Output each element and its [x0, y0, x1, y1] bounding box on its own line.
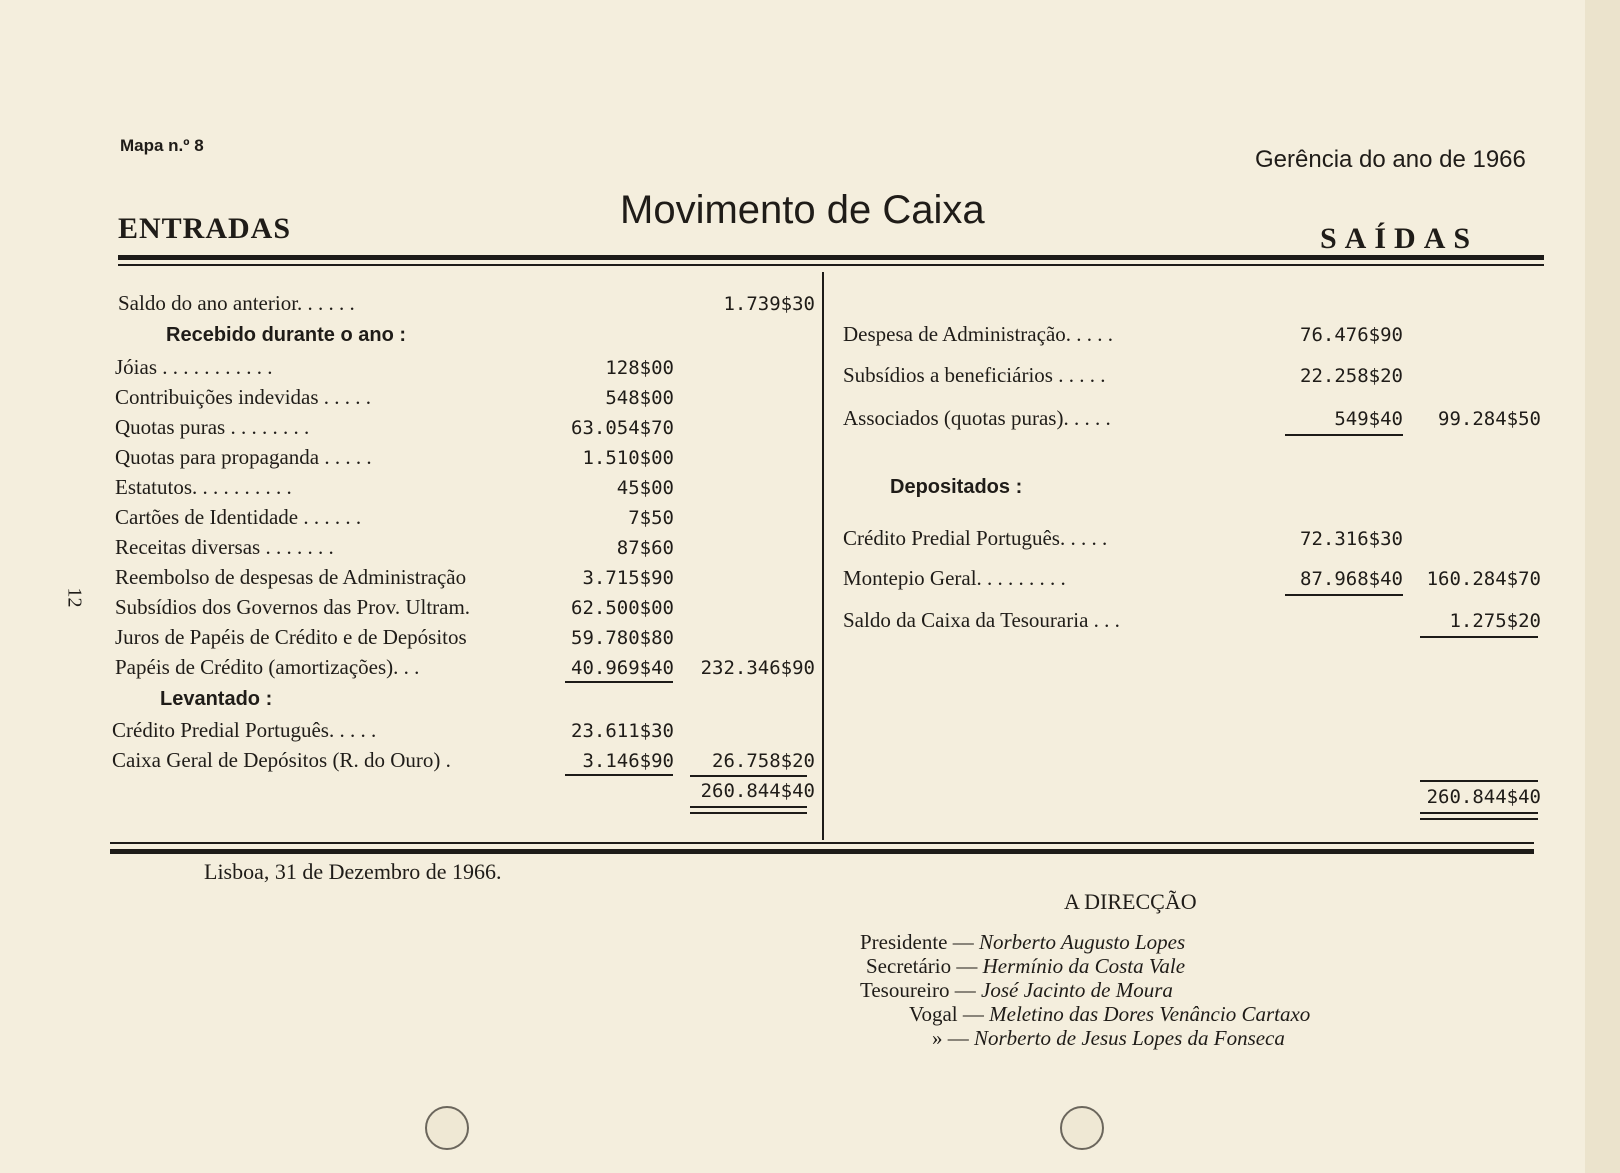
list-item-amount: 72.316$30	[1300, 528, 1403, 550]
received-total: 232.346$90	[700, 657, 815, 679]
withdrawn-heading: Levantado :	[160, 688, 273, 710]
list-item-amount: 62.500$00	[571, 597, 674, 619]
entradas-double-rule-2	[690, 812, 807, 814]
cash-balance-total: 1.275$20	[1449, 610, 1541, 632]
entradas-heading: ENTRADAS	[118, 212, 292, 245]
period-label: Gerência do ano de 1966	[1255, 146, 1526, 173]
signatory: Vogal — Meletino das Dores Venâncio Cartaxo	[909, 1002, 1311, 1026]
next-page-edge	[1585, 0, 1620, 1173]
signatory-role: Vogal	[909, 1002, 958, 1026]
saidas-double-rule-1	[1420, 812, 1538, 814]
list-item-amount: 128$00	[605, 357, 674, 379]
saidas-double-rule-2	[1420, 818, 1538, 820]
bottom-rule-thin	[110, 842, 1534, 844]
bottom-rule-thick	[110, 849, 1534, 854]
signatory: Presidente — Norberto Augusto Lopes	[860, 930, 1186, 954]
top-rule-thick	[118, 255, 1544, 260]
received-heading: Recebido durante o ano :	[166, 324, 407, 346]
entradas-grand-total: 260.844$40	[700, 780, 815, 802]
direction-heading: A DIRECÇÃO	[1064, 889, 1197, 914]
binder-hole-right	[1060, 1106, 1104, 1150]
list-item-amount: 23.611$30	[571, 720, 674, 742]
saidas-grand-total: 260.844$40	[1426, 786, 1541, 808]
opening-balance-total: 1.739$30	[723, 293, 815, 315]
opening-balance-label: Saldo do ano anterior. . . . . .	[118, 291, 355, 315]
entradas-total-rule	[690, 775, 807, 777]
entradas-double-rule-1	[690, 806, 807, 808]
expenses-total: 99.284$50	[1438, 408, 1541, 430]
list-item-amount: 1.510$00	[582, 447, 674, 469]
list-item-amount: 22.258$20	[1300, 365, 1403, 387]
list-item-amount: 76.476$90	[1300, 324, 1403, 346]
page-number: 12	[63, 587, 86, 608]
top-rule-thin	[118, 264, 1544, 266]
column-divider	[822, 272, 824, 840]
saidas-total-rule	[1420, 780, 1538, 782]
list-item-amount: 87.968$40	[1300, 568, 1403, 590]
binder-hole-left	[425, 1106, 469, 1150]
received-subtotal-rule	[565, 681, 673, 683]
page-title: Movimento de Caixa	[620, 188, 985, 232]
list-item-amount: 7$50	[628, 507, 674, 529]
deposited-total: 160.284$70	[1426, 568, 1541, 590]
expenses-subtotal-rule	[1285, 434, 1403, 436]
signatory-name: Hermínio da Costa Vale	[982, 954, 1186, 978]
list-item-amount: 87$60	[616, 537, 674, 559]
signatory-role: Tesoureiro	[860, 978, 950, 1002]
signatory: » — Norberto de Jesus Lopes da Fonseca	[932, 1026, 1285, 1050]
list-item-amount: 40.969$40	[571, 657, 674, 679]
withdrawn-total: 26.758$20	[712, 750, 815, 772]
map-number: Mapa n.º 8	[120, 136, 204, 155]
signatory: Tesoureiro — José Jacinto de Moura	[860, 978, 1173, 1002]
place-date: Lisboa, 31 de Dezembro de 1966.	[204, 859, 502, 884]
signatory-role: Secretário	[866, 954, 952, 978]
deposited-heading: Depositados :	[890, 476, 1023, 498]
list-item-amount: 548$00	[605, 387, 674, 409]
saidas-subtotal-rule	[1420, 636, 1538, 638]
saidas-heading: SAÍDAS	[1320, 222, 1479, 255]
signatory-name: José Jacinto de Moura	[981, 978, 1173, 1002]
list-item-amount: 549$40	[1334, 408, 1403, 430]
list-item-amount: 63.054$70	[571, 417, 674, 439]
signatory: Secretário — Hermínio da Costa Vale	[866, 954, 1186, 978]
withdrawn-subtotal-rule	[565, 774, 673, 776]
list-item-amount: 59.780$80	[571, 627, 674, 649]
signatory-role: »	[932, 1026, 943, 1050]
list-item-amount: 3.715$90	[582, 567, 674, 589]
signatory-name: Norberto Augusto Lopes	[978, 930, 1186, 954]
signatory-name: Norberto de Jesus Lopes da Fonseca	[974, 1026, 1285, 1050]
deposited-subtotal-rule	[1285, 594, 1403, 596]
signatory-name: Meletino das Dores Venâncio Cartaxo	[989, 1002, 1311, 1026]
signatory-role: Presidente	[860, 930, 948, 954]
list-item-amount: 3.146$90	[582, 750, 674, 772]
list-item-amount: 45$00	[616, 477, 674, 499]
